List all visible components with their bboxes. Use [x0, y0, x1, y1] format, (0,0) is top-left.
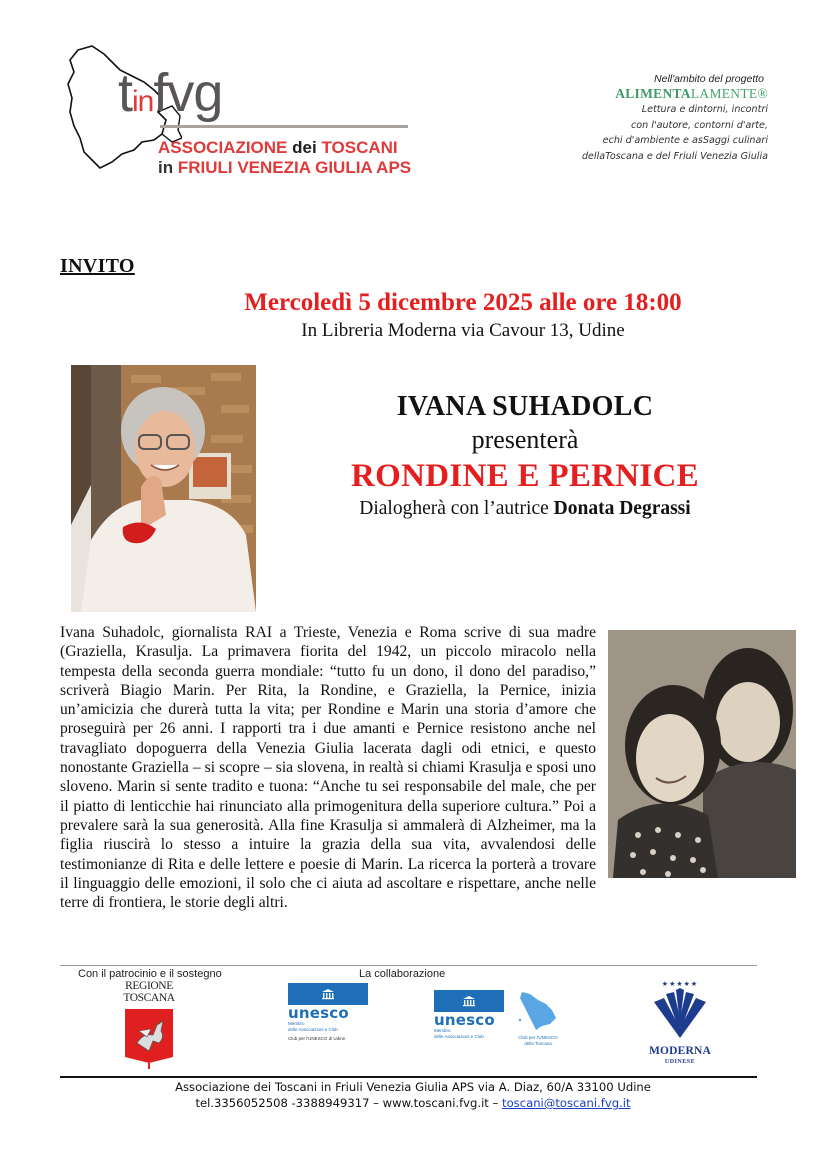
unesco-toscana-club-line: Club per l'UNESCO: [518, 1035, 558, 1040]
project-line: Lettura e dintorni, incontri: [641, 104, 768, 115]
author-photo: [71, 365, 256, 612]
project-name-light: LAMENTE: [690, 86, 758, 101]
moderna-sub: UDINESE: [664, 1059, 696, 1065]
logo-wordmark-fvg: fvg: [153, 63, 223, 123]
unesco-word: unesco: [288, 1004, 349, 1022]
logo-line1-c: TOSCANI: [321, 138, 398, 157]
book-title: RONDINE E PERNICE: [351, 458, 699, 494]
logo-line1-b: dei: [292, 138, 317, 157]
open-book-icon: [650, 988, 710, 1040]
unesco-udine-logo: [288, 983, 368, 1042]
unesco-word: unesco: [434, 1011, 495, 1029]
logo-wordmark-t: t: [118, 63, 133, 123]
collaboration-label: La collaborazione: [359, 968, 446, 980]
unesco-club-line: Club per l'UNESCO di Udine: [288, 1036, 346, 1041]
logo-line2-b: FRIULI VENEZIA GIULIA APS: [177, 158, 412, 177]
logo-line2-a: in: [158, 158, 174, 177]
project-line: con l'autore, contorni d'arte,: [631, 119, 768, 131]
footer-address-line: Associazione dei Toscani in Friuli Venezia Giulia APS via A. Diaz, 60/A 33100 Udine: [175, 1080, 651, 1094]
unesco-emblem-box: [434, 990, 504, 1012]
libreria-moderna-logo: [640, 980, 720, 1066]
moderna-stars: ★★★★★: [661, 980, 699, 988]
pegasus-shield-icon: [123, 1007, 175, 1069]
regione-toscana-logo: [118, 980, 180, 1074]
project-name: [508, 86, 768, 102]
logo-rule: [160, 125, 408, 128]
patronage-label: Con il patrocinio e il sostegno: [78, 968, 222, 980]
logo-wordmark: [118, 63, 223, 129]
presents-text: presenterà: [471, 425, 579, 454]
body-paragraph: Ivana Suhadolc, giornalista RAI a Trieste, Venezia e Roma scrive di sua madre (Graziella, Krasulja. La primavera fiorita del 1942, un piccolo miracolo nella tempesta della seconda guerra mondiale: “tutto fu un dono, il dono del paradiso,” scriverà Biagio Marin. Per Rita, la Rondine, e Graziella, la Pernice, inizia un’amicizia che durerà tutta la vita; per Rondine e Marin una storia d’amore che proseguirà per 26 anni. I rapporti tra i due amanti e Pernice resistono anche nel travagliato dopoguerra della Venezia Giulia lacerata dagli odi etnici, e questo nonostante Graziella – si scopre – sia slovena, in realtà si chiami Krasulja e sposi uno sloveno. Marin si sente tradito e tuona: “Anche tu sei responsabile del male, che per il piatto di lenticchie hai rinunciato alla primogenitura della superiore cultura.” Poi a prevalere sarà la sua generosità. Alla fine Krasulja si ammalerà di Alzheimer, ma la figlia riuscirà lo stesso a intuire la grazia della sua vita, avvalendosi delle testimonianze di Rita e delle lettere e poesie di Marin. La ricerca la porterà a trovare il linguaggio delle emozioni, il solo che ci aiuta ad ascoltare e rispettare, anche nelle terre di frontiera, le storie degli altri.: [60, 624, 596, 912]
unesco-member-line: Membro: [434, 1028, 451, 1033]
logo-wordmark-in: in: [132, 85, 154, 118]
moderna-name: MODERNA: [648, 1045, 712, 1057]
sponsors-divider: [60, 965, 757, 966]
footer-phones: tel.3356052508 -3388949317 – www.toscani.fvg.it –: [195, 1096, 503, 1110]
title-block: [300, 390, 750, 522]
registered-mark: ®: [757, 86, 768, 101]
unesco-toscana-logo: [434, 990, 574, 1047]
unesco-assoc-line: delle Associazioni e Club: [288, 1027, 338, 1032]
unesco-emblem-box: [288, 983, 368, 1005]
footer-divider: [60, 1076, 757, 1078]
unesco-assoc-line: delle Associazioni e Club: [434, 1034, 484, 1039]
association-logo: [62, 42, 412, 182]
footer-email-link[interactable]: toscani@toscani.fvg.it: [502, 1096, 631, 1110]
project-line: dellaToscana e del Friuli Venezia Giulia: [581, 150, 768, 162]
author-name: IVANA SUHADOLC: [396, 391, 654, 422]
regione-line1: REGIONE: [125, 980, 173, 992]
unesco-temple-icon: [321, 988, 335, 1000]
invito-heading: INVITO: [60, 255, 135, 277]
project-intro: Nell'ambito del progetto: [654, 73, 764, 85]
historic-photo: [608, 630, 796, 878]
tuscany-map-icon: [516, 990, 560, 1030]
regione-line2: TOSCANA: [123, 992, 175, 1004]
unesco-member-line: Membro: [288, 1021, 305, 1026]
footer-contacts-line: [0, 1095, 826, 1111]
dialog-name: Donata Degrassi: [553, 498, 691, 519]
unesco-toscana-region-line: della Toscana: [524, 1041, 552, 1046]
unesco-temple-icon: [462, 995, 476, 1007]
project-block: [508, 73, 768, 164]
footer-address: [0, 1079, 826, 1111]
logo-association-name: [158, 138, 411, 178]
project-line: echi d'ambiente e asSaggi culinari: [602, 135, 768, 146]
dialog-prefix: Dialogherà con l’autrice: [359, 498, 554, 519]
event-venue: In Libreria Moderna via Cavour 13, Udine: [301, 320, 625, 341]
dialog-line: [300, 496, 750, 522]
logo-line1-a: ASSOCIAZIONE: [158, 138, 288, 157]
event-date: Mercoledì 5 dicembre 2025 alle ore 18:00: [244, 289, 682, 316]
project-name-bold: ALIMENTA: [615, 86, 691, 101]
